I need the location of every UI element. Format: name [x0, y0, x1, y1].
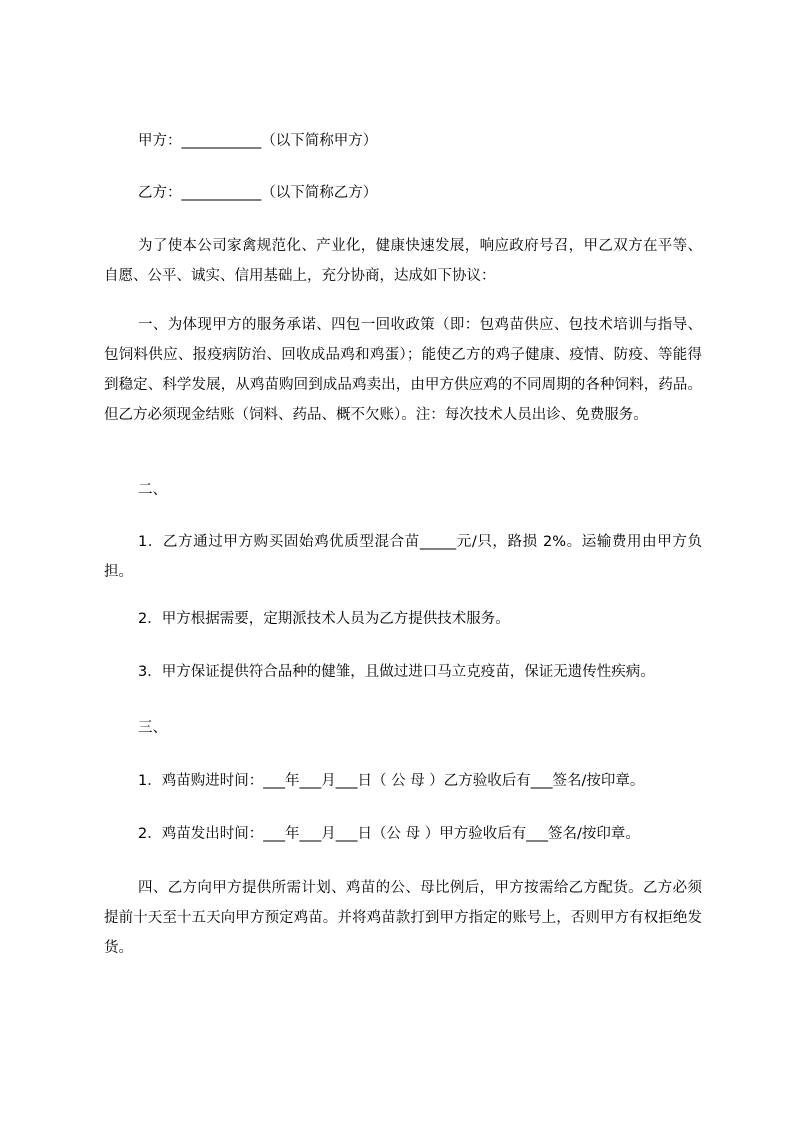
- clause-2-item-1: 1．乙方通过甲方购买固始鸡优质型混合苗_____元/只，路损 2%。运输费用由甲方负担。: [104, 534, 702, 580]
- party-b-line: 乙方：___________（以下简称乙方）: [138, 185, 378, 201]
- clause-3-heading: 三、: [138, 720, 167, 736]
- clause-2-item-3: 3．甲方保证提供符合品种的健雏，且做过进口马立克疫苗，保证无遗传性疾病。: [138, 664, 655, 680]
- clause-4-paragraph: 四、乙方向甲方提供所需计划、鸡苗的公、母比例后，甲方按需给乙方配货。乙方必须提前十天至十五天向甲方预定鸡苗。并将鸡苗款打到甲方指定的账号上，否则甲方有权拒绝发货。: [104, 880, 702, 956]
- clause-1-paragraph: 一、为体现甲方的服务承诺、四包一回收政策（即：包鸡苗供应、包技术培训与指导、包饲料供应、报疫病防治、回收成品鸡和鸡蛋）；能使乙方的鸡子健康、疫情、防疫、等能得到稳定、科学发展，从鸡苗购回到成品鸡卖出，由甲方供应鸡的不同周期的各种饲料，药品。但乙方必须现金结账（饲料、药品、概不欠账）。注：每次技术人员出诊、免费服务。: [104, 317, 702, 423]
- clause-3-item-2: 2．鸡苗发出时间：___年___月___日（公 母 ）甲方验收后有___签名/按印章。: [138, 826, 640, 842]
- clause-3-item-1: 1．鸡苗购进时间：___年___月___日（ 公 母 ）乙方验收后有___签名/按印章。: [138, 773, 645, 789]
- clause-2-item-2: 2．甲方根据需要，定期派技术人员为乙方提供技术服务。: [138, 611, 510, 627]
- party-a-line: 甲方：___________（以下简称甲方）: [138, 133, 378, 149]
- intro-paragraph: 为了使本公司家禽规范化、产业化，健康快速发展，响应政府号召，甲乙双方在平等、自愿、公平、诚实、信用基础上，充分协商，达成如下协议：: [104, 238, 702, 284]
- clause-2-heading: 二、: [138, 482, 167, 498]
